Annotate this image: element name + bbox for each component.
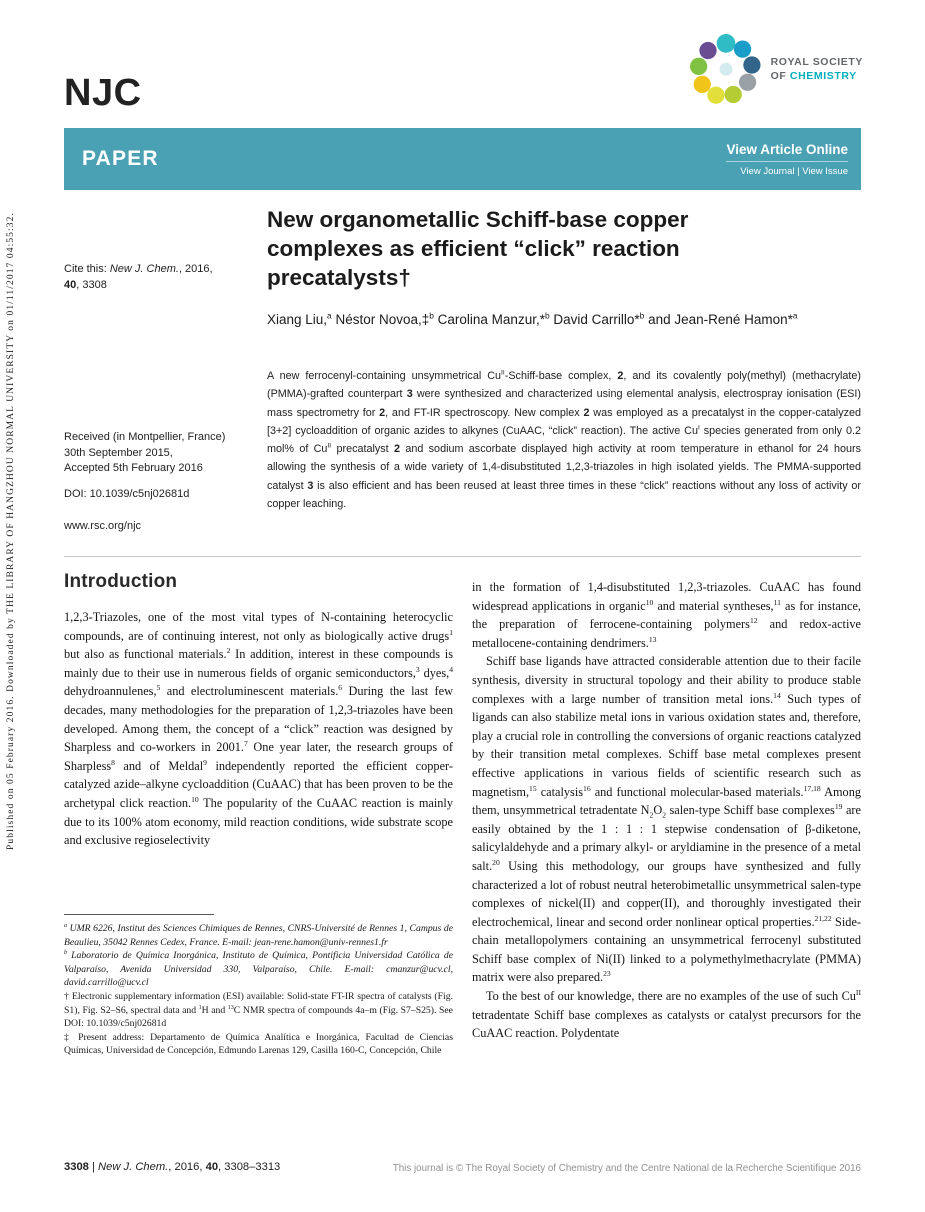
- footnote-present-address-ddagger: ‡ Present address: Departamento de Química Analítica e Inorgánica, Facultad de Ciencias Químicas, Universidad de Concepción, Edmundo Larenas 129, Casilla 160-C, Concepción, Chile: [64, 1031, 453, 1057]
- footnote-esi-dagger: † Electronic supplementary information (ESI) available: Solid-state FT-IR spectra of catalysts (Fig. S1), Fig. S2–S6, spectral data and $^1$H and $^{13}$C NMR spectra of compounds 4a–m (Fig. S7–S25). See DOI: 10.1039/c5nj02681d: [64, 990, 453, 1030]
- banner-links: [726, 142, 848, 177]
- rsc-brand: [690, 34, 863, 106]
- article-abstract: A new ferrocenyl-containing unsymmetrical $Cu^{II}-Schiff$-base complex, 2, and its covalently poly(methyl) (methacrylate) (PMMA)-grafted counterpart 3 were synthesized and characterized using elemental analysis, electrospray ionisation (ESI) mass spectrometry for 2, and FT-IR spectroscopy. New complex 2 was employed as a precatalyst in the copper-catalyzed [3+2] cycloaddition of organic azides to alkynes (CuAAC, “click” reaction). The active $Cu^I$ species generated from only 0.2 mol% of $Cu^{II}$ precatalyst 2 and sodium ascorbate displayed high activity at room temperature in ethanol for 24 hours allowing the synthesis of a wide variety of 1,4-disubstituted 1,2,3-triazoles in high isolated yields. The PMMA-supported catalyst 3 is also efficient and has been reused at least three times in these “click” reactions without any loss of activity or copper leaching.: [267, 369, 861, 511]
- footnote-affiliation-b: $^b$ Laboratorio de Química Inorgánica, Instituto de Química, Pontificia Universidad Católica de Valparaíso, Avenida Universidad 330, Valparaíso, Chile. E-mail: cmanzur@ucv.cl, david.carrillo@ucv.cl: [64, 949, 453, 989]
- intro-paragraph: 1,2,3-Triazoles, one of the most vital types of N-containing heterocyclic compounds, are of continuing interest, not only as biologically active drugs$^1$ but also as functional materials.$^2$ In addition, interest in these compounds is mainly due to their use in numerous fields of organic semiconductors,$^3$ dyes,$^4$ dehydroannulenes,$^5$ and electroluminescent materials.$^6$ During the last few decades, many methodologies for the preparation of 1,2,3-triazoles have been developed. Among them, the concept of a “click” reaction was designed by Sharpless and co-workers in 2001.$^7$ One year later, the research groups of Sharpless$^8$ and of Meldal$^9$ independently reported the efficient copper-catalyzed azide–alkyne cycloaddition (CuAAC) that has been proven to be the archetypal click reaction.$^{10}$ The popularity of the CuAAC reaction is mainly due to its 100% atom economy, mild reaction conditions, wide substrate scope and exclusive regioselectivity: [64, 610, 454, 848]
- section-heading-introduction: Introduction: [64, 571, 178, 592]
- body-paragraph-schiff-base: Schiff base ligands have attracted considerable attention due to their facile synthesis, diversity in structural topology and their ability to produce stable complexes with a large number of transition metal ions.$^{14}$ Such types of ligands can also stabilize metal ions in various oxidation states and, therefore, play a crucial role in controlling the conversions of organic reactions catalyzed by their transition metal complexes. Schiff base metal complexes present effective applications in various fields of scientific research such as magnetism,$^{15}$ catalysis$^{16}$ and functional molecular-based materials.$^{17,18}$ Among them, unsymmetrical tetradentate $N_2O_2$ salen-type Schiff base complexes$^{19}$ are easily obtained by the 1 : 1 : 1 stepwise condensation of β-diketone, salicylaldehyde and a primary alkyl- or aryldiamine in the presence of a metal salt.$^{20}$ Using this methodology, our groups have synthesized and fully characterized a lot of robust neutral heterobimetallic unsymmetrical salen-type complexes of nickel(II) and copper(II), and thoroughly investigated their electrochemical, linear and second order nonlinear optical properties.$^{21,22}$ Side-chain metallopolymers containing an unsymmetrical ferrocenyl substituted Schiff base complex of Ni(II) linked to a polymethylmethacrylate (PMMA) matrix were also prepared.$^{23}$: [472, 654, 862, 985]
- cite-this: Cite this: New J. Chem., 2016, 40, 3308: [64, 263, 213, 291]
- page-citation: 3308 | New J. Chem., 2016, 40, 3308–3313: [64, 1161, 281, 1173]
- body-column-right: [472, 578, 861, 1043]
- rsc-logo-icon: [690, 34, 762, 106]
- paper-type-banner: [64, 128, 861, 190]
- copyright-notice: This journal is © The Royal Society of Chemistry and the Centre National de la Recherche Scientifique 2016: [392, 1163, 861, 1174]
- body-paragraph-continuation: in the formation of 1,4-disubstituted 1,2,3-triazoles. CuAAC has found widespread applications in organic$^{10}$ and material syntheses,$^{11}$ as for instance, the preparation of ferrocene-containing polymers$^{12}$ and redox-active metallocene-containing dendrimers.$^{13}$: [472, 580, 861, 650]
- doi: DOI: 10.1039/c5nj02681d: [64, 488, 190, 500]
- journal-logo: NJC: [64, 72, 142, 114]
- view-journal-issue-link[interactable]: View Journal | View Issue: [726, 161, 848, 177]
- footnotes: [64, 914, 453, 1058]
- article-authors: Xiang Liu,$^a$ Néstor Novoa,‡$^b$ Carolina Manzur,*$^b$ David Carrillo*$^b$ and Jean-René Hamon*$^a$: [267, 310, 798, 327]
- body-paragraph-knowledge: To the best of our knowledge, there are no examples of the use of such $Cu^{II}$ tetradentate Schiff base complexes as catalysts or catalyst precursors for the CuAAC reaction. Polydentate: [472, 987, 861, 1041]
- journal-website-link[interactable]: www.rsc.org/njc: [64, 520, 142, 532]
- provenance-vertical-text: Published on 05 February 2016. Downloaded by THE LIBRARY OF HANGZHOU NORMAL UNIVERSITY on 01/11/2017 04:55:32.: [6, 212, 16, 850]
- rsc-wordmark-chemistry: CHEMISTRY: [789, 70, 857, 82]
- article-title: New organometallic Schiff-base copper complexes as efficient “click” reaction precatalysts†: [267, 207, 689, 290]
- body-column-left: [64, 571, 453, 850]
- footnote-divider: [64, 914, 214, 915]
- header-divider: [64, 556, 861, 557]
- view-article-online-link[interactable]: View Article Online: [726, 141, 848, 157]
- rsc-wordmark: [771, 56, 863, 83]
- rsc-wordmark-of: OF: [770, 70, 790, 82]
- received-accepted: Received (in Montpellier, France) 30th September 2015, Accepted 5th February 2016: [64, 431, 226, 475]
- rsc-wordmark-line1: ROYAL SOCIETY: [770, 56, 863, 69]
- footnote-affiliation-a: $^a$ UMR 6226, Institut des Sciences Chimiques de Rennes, CNRS-Université de Rennes 1, Campus de Beaulieu, 35042 Rennes Cedex, France. E-mail: jean-rene.hamon@univ-rennes1.fr: [64, 922, 453, 948]
- paper-type-label: PAPER: [82, 147, 159, 170]
